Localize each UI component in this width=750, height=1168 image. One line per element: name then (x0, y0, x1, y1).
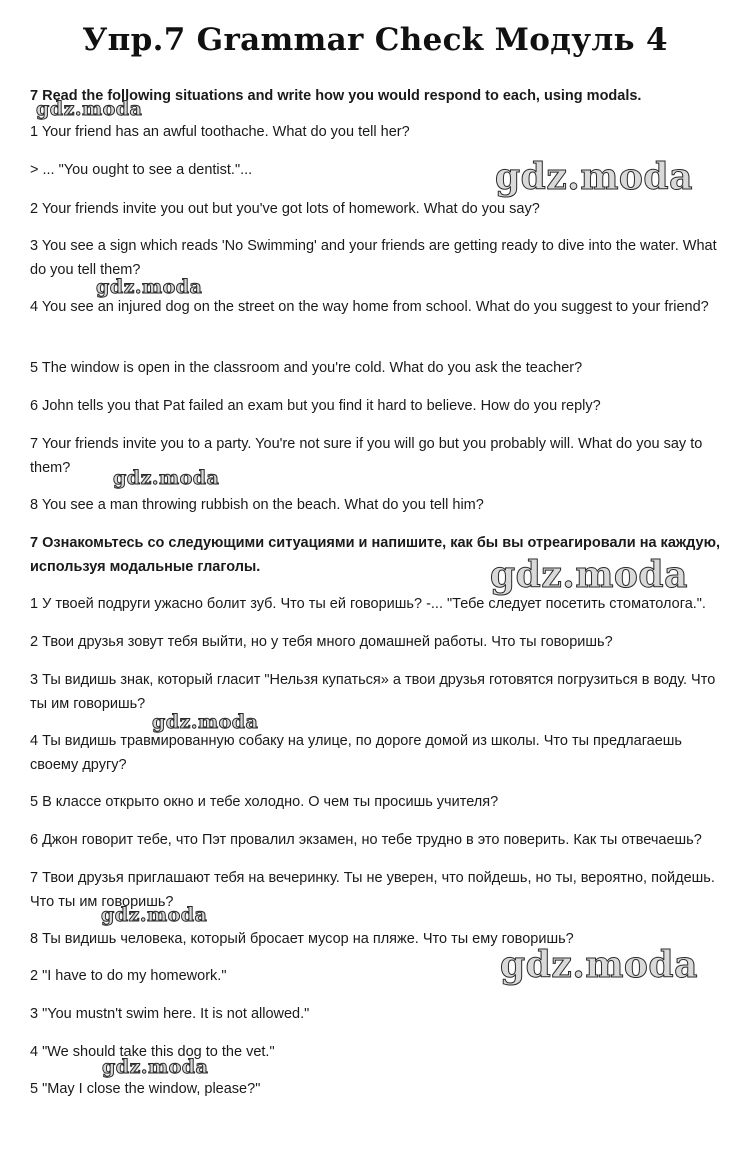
watermark: gdz.moda (152, 711, 259, 733)
ru-item-7: 7 Твои друзья приглашают тебя на вечеринку. Ты не уверен, что пойдешь, но ты, вероятно, пойдешь. Что ты им говоришь? (30, 870, 715, 910)
watermark: gdz.moda (500, 944, 698, 986)
ru-item-3: 3 Ты видишь знак, который гласит "Нельзя купаться» а твои друзья готовятся погрузиться в воду. Что ты им говоришь? (30, 672, 716, 712)
ru-item-8: 8 Ты видишь человека, который бросает мусор на пляже. Что ты ему говоришь? (30, 931, 574, 947)
ru-item-1: 1 У твоей подруги ужасно болит зуб. Что ты ей говоришь? -... "Тебе следует посетить стоматолога.". (30, 596, 706, 612)
watermark: gdz.moda (96, 276, 203, 298)
ru-item-4: 4 Ты видишь травмированную собаку на улице, по дороге домой из школы. Что ты предлагаешь своему другу? (30, 733, 682, 773)
en-item-answer-1: > ... "You ought to see a dentist."... (30, 162, 253, 178)
ru-item-5: 5 В классе открыто окно и тебе холодно. О чем ты просишь учителя? (30, 794, 499, 810)
ru-heading: 7 Ознакомьтесь со следующими ситуациями и напишите, как бы вы отреагировали на каждую, используя модальные глаголы. (30, 535, 721, 575)
answer-2: 2 "I have to do my homework." (30, 968, 227, 984)
watermark: gdz.moda (113, 467, 220, 489)
en-item-1: 1 Your friend has an awful toothache. What do you tell her? (30, 124, 410, 140)
answer-4: 4 "We should take this dog to the vet." (30, 1044, 275, 1060)
ru-item-2: 2 Твои друзья зовут тебя выйти, но у тебя много домашней работы. Что ты говоришь? (30, 634, 613, 650)
watermark: gdz.moda (101, 904, 208, 926)
answer-5: 5 "May I close the window, please?" (30, 1081, 261, 1097)
watermark: gdz.moda (490, 554, 688, 596)
en-item-8: 8 You see a man throwing rubbish on the beach. What do you tell him? (30, 497, 484, 513)
answer-3: 3 "You mustn't swim here. It is not allowed." (30, 1006, 310, 1022)
page-title: Упр.7 Grammar Check Модуль 4 (82, 22, 668, 58)
en-item-4: 4 You see an injured dog on the street on the way home from school. What do you suggest to your friend? (30, 299, 709, 315)
en-item-6: 6 John tells you that Pat failed an exam but you find it hard to believe. How do you reply? (30, 398, 601, 414)
watermark: gdz.moda (495, 156, 693, 198)
en-item-3: 3 You see a sign which reads 'No Swimming' and your friends are getting ready to dive into the water. What do you tell them? (30, 238, 717, 278)
en-item-7: 7 Your friends invite you to a party. You're not sure if you will go but you probably will. What do you say to them? (30, 436, 703, 476)
watermark: gdz.moda (36, 98, 143, 120)
watermark: gdz.moda (102, 1056, 209, 1078)
en-item-5: 5 The window is open in the classroom and you're cold. What do you ask the teacher? (30, 360, 583, 376)
en-item-2: 2 Your friends invite you out but you've got lots of homework. What do you say? (30, 201, 540, 217)
ru-item-6: 6 Джон говорит тебе, что Пэт провалил экзамен, но тебе трудно в это поверить. Как ты отвечаешь? (30, 832, 702, 848)
en-heading: 7 Read the following situations and write how you would respond to each, using modals. (30, 88, 642, 104)
